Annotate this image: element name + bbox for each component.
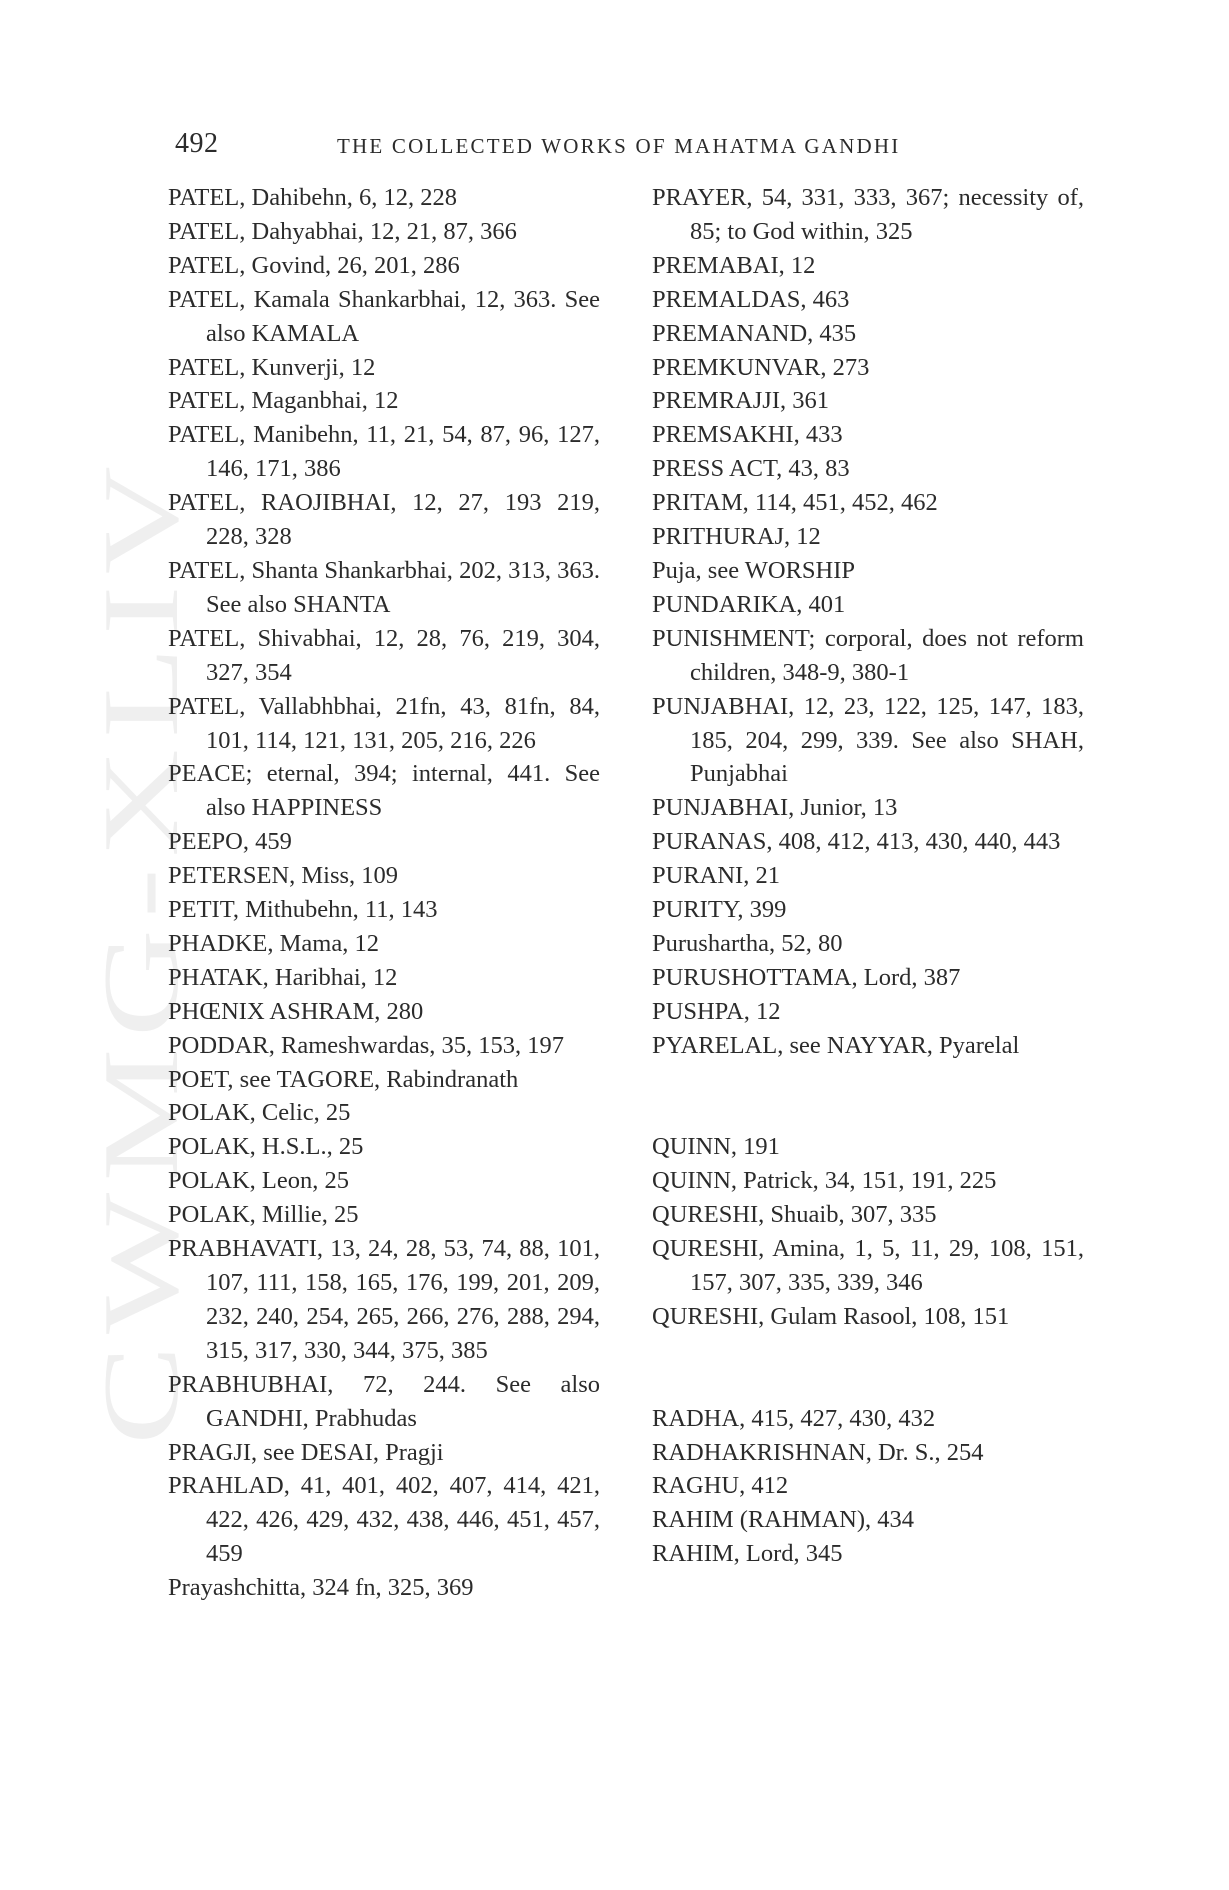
index-entry: RAHIM (RAHMAN), 434	[652, 1506, 915, 1534]
index-entry: PEACE; eternal, 394; internal, 441. See also HAPPINESS	[168, 760, 600, 822]
index-entry: RADHA, 415, 427, 430, 432	[652, 1404, 936, 1432]
index-entry: PATEL, Maganbhai, 12	[168, 387, 399, 415]
index-entry: PREMALDAS, 463	[652, 285, 850, 313]
index-entry: PRABHAVATI, 13, 24, 28, 53, 74, 88, 101, 107, 111, 158, 165, 176, 199, 201, 209, 232, 240, 254, 265, 266, 276, 288, 294, 315, 317, 330, 344, 375, 385	[168, 1235, 600, 1364]
index-entry: PETERSEN, Miss, 109	[168, 862, 399, 890]
index-entry: PREMRAJJI, 361	[652, 387, 829, 415]
index-entry: QUINN, Patrick, 34, 151, 191, 225	[652, 1167, 997, 1195]
index-entry: PURUSHOTTAMA, Lord, 387	[652, 963, 961, 991]
index-entry: PHADKE, Mama, 12	[168, 929, 379, 957]
index-entry: PATEL, Dahyabhai, 12, 21, 87, 366	[168, 217, 517, 245]
index-entry: POLAK, Millie, 25	[168, 1201, 359, 1229]
index-entry: QURESHI, Shuaib, 307, 335	[652, 1201, 937, 1229]
index-entry: PRITHURAJ, 12	[652, 523, 821, 551]
page-number: 492	[175, 128, 219, 159]
index-entry: Prayashchitta, 324 fn, 325, 369	[168, 1574, 474, 1602]
index-entry: POLAK, H.S.L., 25	[168, 1133, 364, 1161]
running-head: THE COLLECTED WORKS OF MAHATMA GANDHI	[337, 134, 901, 158]
index-entry: PRESS ACT, 43, 83	[652, 455, 850, 483]
index-entry: PREMSAKHI, 433	[652, 421, 843, 449]
index-entry: RADHAKRISHNAN, Dr. S., 254	[652, 1438, 984, 1466]
index-entry: QUINN, 191	[652, 1133, 780, 1161]
section-divider	[652, 1063, 1084, 1131]
index-entry: POET, see TAGORE, Rabindranath	[168, 1065, 519, 1093]
index-entry: PRAYER, 54, 331, 333, 367; necessity of, 85; to God within, 325	[652, 184, 1084, 245]
index-entry: PHATAK, Haribhai, 12	[168, 963, 398, 991]
index-entry: PATEL, Shivabhai, 12, 28, 76, 219, 304, 327, 354	[168, 624, 600, 686]
index-entry: PRABHUBHAI, 72, 244. See also GANDHI, Prabhudas	[168, 1370, 600, 1432]
index-entry: PUNDARIKA, 401	[652, 590, 846, 618]
index-entry: PATEL, Kunverji, 12	[168, 353, 376, 381]
index-entry: PRITAM, 114, 451, 452, 462	[652, 489, 938, 517]
index-entry: PEEPO, 459	[168, 828, 292, 856]
index-entry: POLAK, Celic, 25	[168, 1099, 351, 1127]
index-entry: PUSHPA, 12	[652, 997, 781, 1025]
index-entry: PATEL, Dahibehn, 6, 12, 228	[168, 184, 457, 211]
section-divider	[652, 1334, 1084, 1402]
index-entry: PATEL, Kamala Shankarbhai, 12, 363. See also KAMALA	[168, 285, 600, 347]
index-entry: PYARELAL, see NAYYAR, Pyarelal	[652, 1031, 1020, 1059]
index-column-left	[168, 181, 600, 1605]
index-entry: PREMABAI, 12	[652, 251, 816, 279]
index-entry: PRAGJI, see DESAI, Pragji	[168, 1438, 444, 1466]
index-entry: PATEL, Shanta Shankarbhai, 202, 313, 363. See also SHANTA	[168, 556, 600, 618]
section-q-entries	[652, 1130, 1084, 1333]
section-r-entries	[652, 1402, 1084, 1572]
index-entry: RAGHU, 412	[652, 1472, 789, 1500]
index-entry: PATEL, Manibehn, 11, 21, 54, 87, 96, 127, 146, 171, 386	[168, 421, 600, 483]
index-entry: PHŒNIX ASHRAM, 280	[168, 997, 424, 1025]
index-entry: PURANI, 21	[652, 862, 780, 890]
index-entry: PATEL, Vallabhbhai, 21fn, 43, 81fn, 84, 101, 114, 121, 131, 205, 216, 226	[168, 692, 600, 754]
index-entry: PUNJABHAI, 12, 23, 122, 125, 147, 183, 185, 204, 299, 339. See also SHAH, Punjabhai	[652, 692, 1084, 788]
left-entries	[168, 181, 600, 1605]
index-entry: PUNJABHAI, Junior, 13	[652, 794, 898, 822]
section-p-entries	[652, 181, 1084, 1063]
index-entry: PREMKUNVAR, 273	[652, 353, 870, 381]
index-entry: POLAK, Leon, 25	[168, 1167, 350, 1195]
index-entry: QURESHI, Gulam Rasool, 108, 151	[652, 1302, 1010, 1330]
index-entry: PATEL, RAOJIBHAI, 12, 27, 193 219, 228, 328	[168, 489, 600, 551]
svg-text:CWMG-XLIV: CWMG-XLIV	[82, 731, 201, 1445]
index-entry: QURESHI, Amina, 1, 5, 11, 29, 108, 151, 157, 307, 335, 339, 346	[652, 1235, 1084, 1296]
index-entry: PURANAS, 408, 412, 413, 430, 440, 443	[652, 828, 1061, 856]
index-entry: PETIT, Mithubehn, 11, 143	[168, 896, 438, 924]
index-column-right	[652, 181, 1084, 1571]
index-entry: PUNISHMENT; corporal, does not reform children, 348-9, 380-1	[652, 624, 1084, 686]
index-entry: PRAHLAD, 41, 401, 402, 407, 414, 421, 422, 426, 429, 432, 438, 446, 451, 457, 459	[168, 1472, 600, 1568]
index-entry: RAHIM, Lord, 345	[652, 1540, 843, 1568]
index-entry: Puja, see WORSHIP	[652, 556, 856, 584]
index-entry: PURITY, 399	[652, 896, 787, 924]
index-entry: PODDAR, Rameshwardas, 35, 153, 197	[168, 1031, 565, 1059]
index-entry: PATEL, Govind, 26, 201, 286	[168, 251, 460, 279]
index-entry: PREMANAND, 435	[652, 319, 857, 347]
index-entry: Purushartha, 52, 80	[652, 929, 843, 957]
